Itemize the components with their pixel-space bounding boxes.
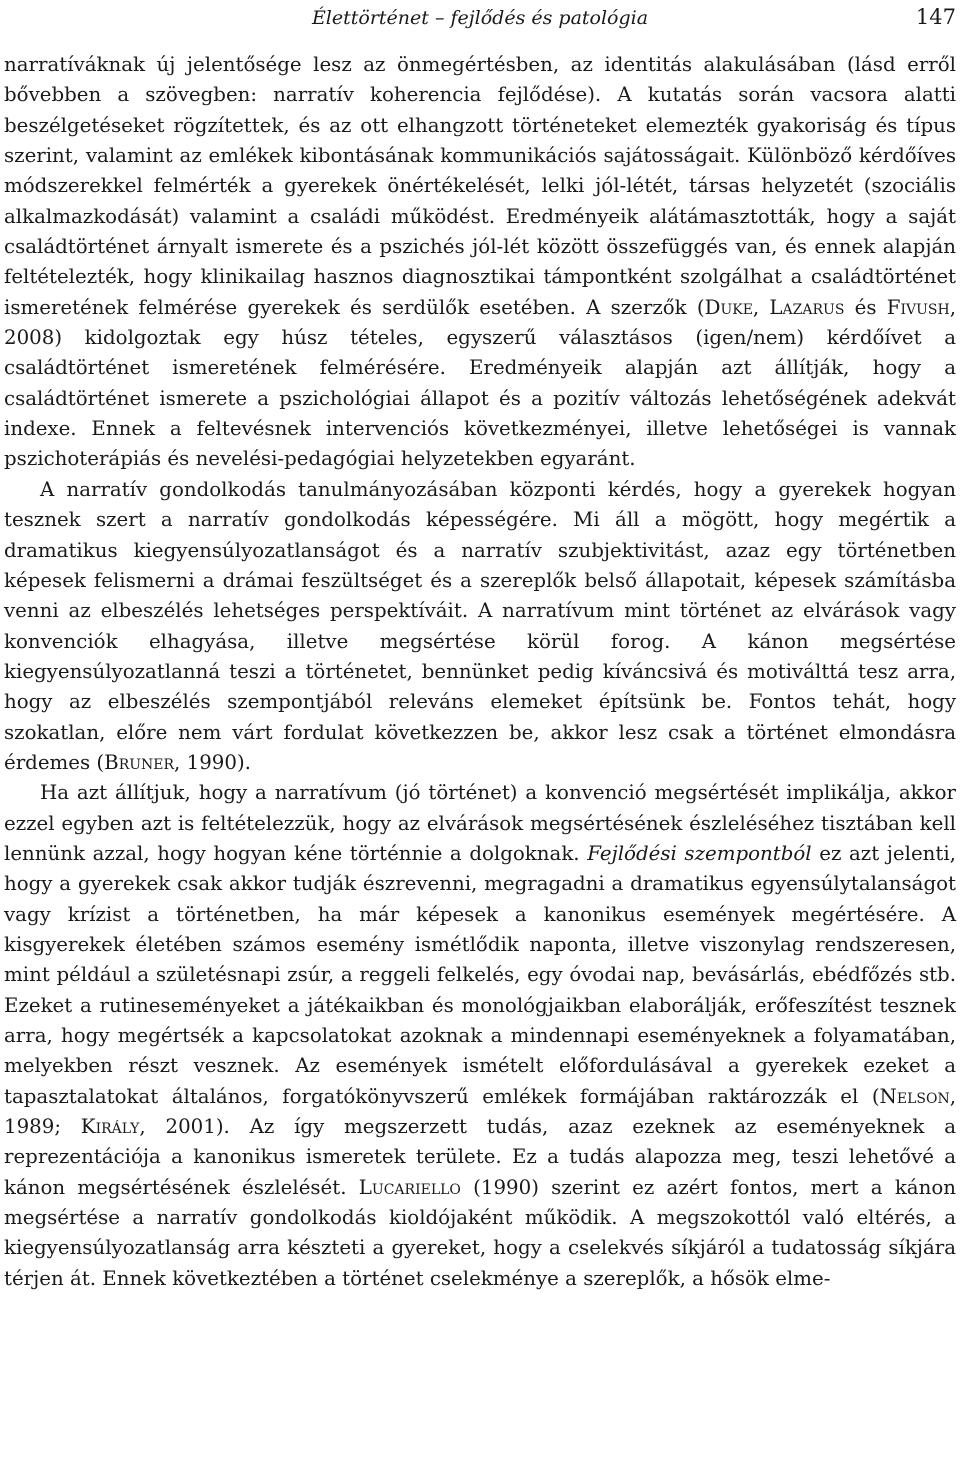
paragraph-1: [4, 50, 956, 475]
text-run: ez azt jelenti, hogy a gyerekek csak akkor tudják észrevenni, megragadni a dramatikus egyensúlytalanságot vagy krízist a történetben, ha már képesek a kanonikus események megértésére. A kisgyerekek életében számos esemény ismétlődik naponta, illetve viszonylag rendszeresen, mint például a születésnapi zsúr, a reggeli felkelés, egy óvodai nap, bevásárlás, ebédfőzés stb. Ezeket a rutineseményeket a játékaikban és monológjaikban elaborálják, erőfeszítést tesznek arra, hogy megértsék a kapcsolatokat azoknak a mindennapi eseményeknek a folyamatában, melyekben részt vesznek. Az események ismételt előfordulásával a gyerekek ezeket a tapasztalatokat általános, forgatókönyvszerű emlékek formájában raktározzák el (: [4, 841, 956, 1108]
running-head: Élettörténet – fejlődés és patológia: [311, 7, 649, 29]
text-run: (1990) szerint ez azért fontos, mert a kánon megsértése a narratív gondolkodás kioldójaként működik. A megszokottól való eltérés, a kiegyensúlyozatlanság arra készteti a gyereket, hogy a cselekvés síkjáról a tudatosság síkjára térjen át. Ennek következtében a történet cselekménye a szereplők, a hősök elme-: [4, 1175, 956, 1290]
emphasis: Fejlődési szempontból: [587, 841, 812, 865]
text-run: , 1990).: [174, 750, 251, 774]
body-text: [4, 50, 956, 1294]
text-run: Ha azt állítjuk, hogy a narratívum (jó történet) a konvenció megsértését implikálja, akkor ezzel egyben azt is feltételezzük, hogy az elvárások megsértésének észleléséhez tisztában kell lennünk azzal, hogy hogyan kéne történnie a dolgoknak.: [4, 781, 956, 865]
text-run: és: [844, 295, 887, 319]
author-name: Nelson: [879, 1084, 950, 1108]
text-run: , 2008) kidolgoztak egy húsz tételes, egyszerű választásos (igen/nem) kérdőívet a családtörténet ismeretének felmérésére. Eredményeik alapján azt állítják, hogy a családtörténet ismerete a pszichológiai állapot és a pozitív változás lehetőségének adekvát indexe. Ennek a feltevésnek intervenciós következményei, illetve lehetőségei is vannak pszichoterápiás és nevelési-pedagógiai helyzetekben egyaránt.: [4, 295, 956, 471]
author-name: Bruner: [104, 750, 175, 774]
author-name: Fivush: [886, 295, 950, 319]
author-name: Lazarus: [769, 295, 845, 319]
text-run: ,: [752, 295, 770, 319]
text-run: , 1989;: [4, 1084, 956, 1139]
paragraph-2: [4, 475, 956, 778]
text-run: A narratív gondolkodás tanulmányozásában központi kérdés, hogy a gyerekek hogyan tesznek szert a narratív gondolkodás képességére. Mi áll a mögött, hogy megértik a dramatikus kiegyensúlyozatlanságot és a narratív szubjektivitást, azaz egy történetben képesek felismerni a drámai feszültséget és a szereplők belső állapotait, képesek számításba venni az elbeszélés lehetséges perspektíváit. A narratívum mint történet az elvárások vagy konvenciók elhagyása, illetve megsértése körül forog. A kánon megsértése kiegyensúlyozatlanná teszi a történetet, bennünket pedig kíváncsivá és motiválttá tesz arra, hogy az elbeszélés szempontjából releváns elemeket építsünk be. Fontos tehát, hogy szokatlan, előre nem várt fordulat következzen be, akkor lesz csak a történet elmondásra érdemes (: [4, 477, 956, 774]
page-number: 147: [915, 5, 956, 29]
page-header: [0, 4, 960, 32]
author-name: Duke: [704, 295, 753, 319]
text-run: , 2001). Az így megszerzett tudás, azaz ezeknek az eseményeknek a reprezentációja a kanonikus ismeretek területe. Ez a tudás alapozza meg, teszi lehetővé a kánon megsértésének észlelését.: [4, 1115, 957, 1199]
paragraph-3: [4, 778, 956, 1294]
text-run: narratíváknak új jelentősége lesz az önmegértésben, az identitás alakulásában (lásd erről bővebben a szövegben: narratív koherencia fejlődése). A kutatás során vacsora alatti beszélgetéseket rögzítettek, és az ott elhangzott történeteket elemezték gyakoriság és típus szerint, valamint az emlékek kibontásának kommunikációs sajátosságait. Különböző kérdőíves módszerekkel felmérték a gyerekek önértékelését, lelki jól-létét, társas helyzetét (szociális alkalmazkodását) valamint a családi működést. Eredményeik alátámasztották, hogy a saját családtörténet árnyalt ismerete és a pszichés jól-lét között összefüggés van, és ennek alapján feltételezték, hogy klinikailag hasznos diagnosztikai támpontként szolgálhat a családtörténet ismeretének felmérése gyerekek és serdülők esetében. A szerzők (: [4, 53, 956, 319]
author-name: Király: [80, 1115, 140, 1139]
author-name: Lucariello: [358, 1175, 461, 1199]
